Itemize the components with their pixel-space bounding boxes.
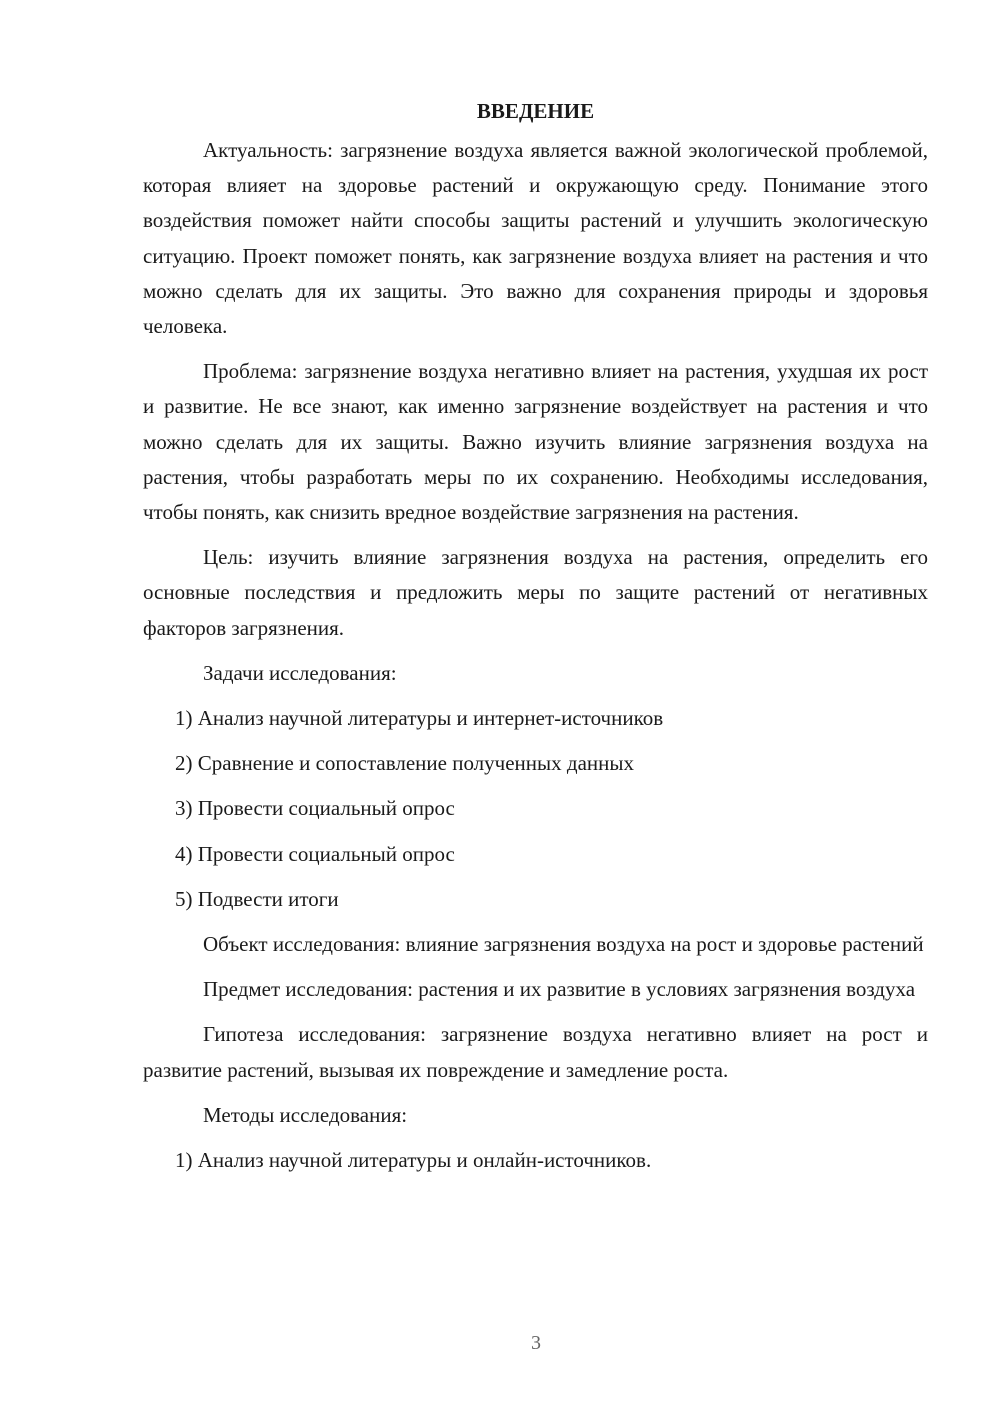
relevance-paragraph: Актуальность: загрязнение воздуха является важной экологической проблемой, которая влияет на здоровье растений и окружающую среду. Понимание этого воздействия поможет найти способы защиты растений и улучшить экологическую ситуацию. Проект поможет понять, как загрязнение воздуха влияет на растения и что можно сделать для их защиты. Это важно для сохранения природы и здоровья человека. [143,138,928,339]
list-item: 2) Сравнение и сопоставление полученных данных [175,751,634,776]
methods-heading: Методы исследования: [203,1102,408,1127]
tasks-list [143,701,928,917]
page-number: 3 [531,1332,541,1354]
goal-paragraph: Цель: изучить влияние загрязнения воздуха на растения, определить его основные последствия и предложить меры по защите растений от негативных факторов загрязнения. [143,545,928,640]
list-item: 5) Подвести итоги [175,886,339,911]
section-heading: ВВЕДЕНИЕ [476,99,595,123]
list-item: 1) Анализ научной литературы и онлайн-источников. [175,1148,652,1173]
methods-list [143,1143,928,1178]
list-item: 4) Провести социальный опрос [175,841,455,866]
object-paragraph: Объект исследования: влияние загрязнения воздуха на рост и здоровье растений [203,932,924,957]
list-item: 3) Провести социальный опрос [175,796,455,821]
hypothesis-paragraph: Гипотеза исследования: загрязнение воздуха негативно влияет на рост и развитие растений, вызывая их повреждение и замедление роста. [143,1022,928,1082]
tasks-heading: Задачи исследования: [203,660,397,685]
subject-paragraph: Предмет исследования: растения и их развитие в условиях загрязнения воздуха [203,977,916,1002]
document-page [143,96,928,1188]
list-item: 1) Анализ научной литературы и интернет-источников [175,706,664,731]
problem-paragraph: Проблема: загрязнение воздуха негативно влияет на растения, ухудшая их рост и развитие. Не все знают, как именно загрязнение воздействует на растения и что можно сделать для их защиты. Важно изучить влияние загрязнения воздуха на растения, чтобы разработать меры по их сохранению. Необходимы исследования, чтобы понять, как снизить вредное воздействие загрязнения на растения. [143,359,928,525]
